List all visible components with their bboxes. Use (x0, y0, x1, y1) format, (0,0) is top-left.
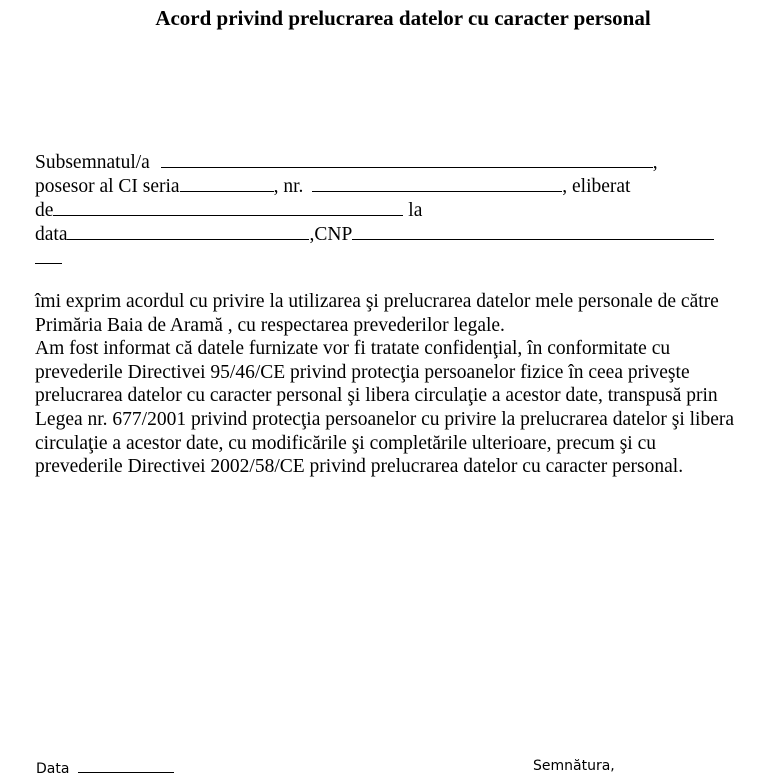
date-signoff (36, 758, 174, 777)
name-field[interactable] (161, 149, 653, 168)
institution-paragraph: Primăria Baia de Aramă , cu respectarea prevederilor legale. (35, 314, 505, 336)
signature-block (533, 758, 615, 774)
consent-text (35, 290, 735, 479)
cnp-field-continued[interactable] (35, 245, 62, 264)
form-row-cnp-continued (35, 245, 735, 269)
form-row-ci (35, 173, 735, 197)
personal-info-form (35, 149, 735, 269)
issued-by-field[interactable] (53, 197, 403, 216)
issued-by-label: de (35, 200, 54, 221)
name-field-comma: , (652, 152, 658, 173)
ci-number-label: , nr. (273, 176, 304, 197)
issue-date-label: data (35, 224, 68, 245)
footer-date-label: Data (36, 761, 70, 777)
cnp-label: ,CNP (309, 224, 353, 245)
ci-series-field[interactable] (180, 173, 274, 192)
consent-paragraph: îmi exprim acordul cu privire la utilizarea şi prelucrarea datelor mele personale de către (35, 291, 719, 312)
cnp-field[interactable] (352, 221, 714, 240)
document-title: Acord privind prelucrarea datelor cu caracter personal (155, 6, 651, 30)
issue-date-field[interactable] (67, 221, 309, 240)
issued-label: , eliberat (562, 176, 631, 197)
issued-on-label: la (408, 200, 423, 221)
form-row-name (35, 149, 735, 173)
subsemnatul-label: Subsemnatul/a (35, 152, 150, 173)
footer-date-field[interactable] (78, 758, 174, 773)
form-row-date-cnp (35, 221, 735, 245)
ci-number-field[interactable] (312, 173, 562, 192)
form-row-issuer (35, 197, 735, 221)
signature-label: Semnătura, (533, 758, 615, 774)
ci-series-label: posesor al CI seria (35, 176, 180, 197)
information-paragraph: Am fost informat că datele furnizate vor fi tratate confidenţial, în conformitate cu prevederile Directivei 95/46/CE privind protecţia persoanelor fizice în ceea priveşte prelucrarea datelor cu caracter personal şi libera circulaţie a acestor date, transpusă prin Legea nr. 677/2001 privind protecţia persoanelor cu privire la prelucrarea datelor şi libera circulaţie a acestor date, cu modificările şi completările ulterioare, precum şi cu prevederile Directivei 2002/58/CE privind prelucrarea datelor cu caracter personal. (35, 338, 735, 478)
